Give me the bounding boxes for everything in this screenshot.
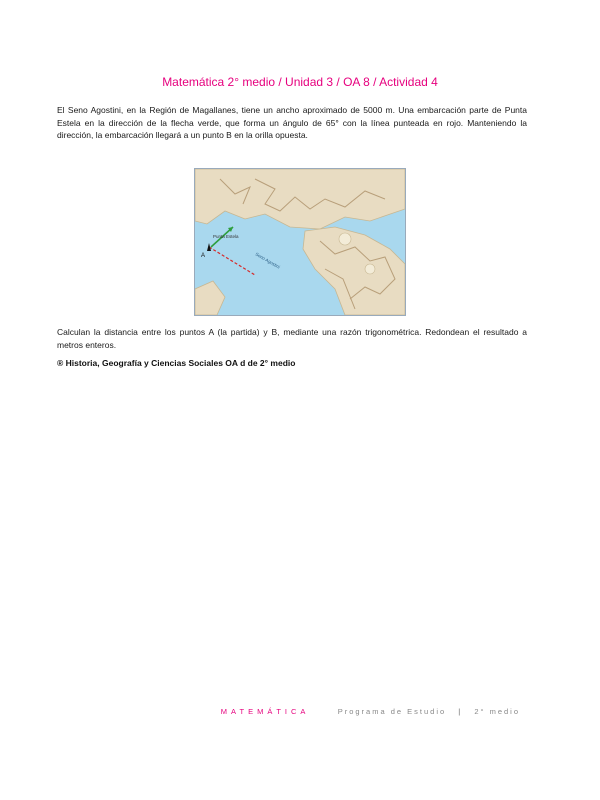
footer-subject: MATEMÁTICA bbox=[220, 707, 310, 716]
task-statement: Calculan la distancia entre los puntos A (la partida) y B, mediante una razón trigonométrica. Redondean el resultado a metros enteros. bbox=[57, 327, 527, 350]
cross-curricular-note: ® Historia, Geografía y Ciencias Sociales OA d de 2° medio bbox=[57, 358, 296, 368]
problem-statement: El Seno Agostini, en la Región de Magallanes, tiene un ancho aproximado de 5000 m. Una embarcación parte de Punta Estela en la dirección de la flecha verde, que forma un ángulo de 65° con la línea punteada en rojo. Manteniendo la dirección, la embarcación llegará a un punto B en la orilla opuesta. bbox=[57, 105, 527, 140]
footer-program: Programa de Estudio bbox=[337, 707, 447, 716]
footer-spacer bbox=[322, 707, 326, 716]
peak-marker-2 bbox=[365, 264, 375, 274]
seno-agostini-label: Seno Agostini bbox=[254, 251, 281, 270]
peak-marker bbox=[339, 233, 351, 245]
map-figure bbox=[194, 168, 406, 316]
point-a-label: A bbox=[201, 253, 206, 259]
punta-estela-label: Punta Estela bbox=[213, 234, 239, 239]
footer-separator: | bbox=[458, 707, 463, 716]
page-title: Matemática 2° medio / Unidad 3 / OA 8 / Actividad 4 bbox=[162, 75, 438, 89]
map-illustration bbox=[195, 169, 405, 315]
page-footer bbox=[221, 707, 520, 716]
footer-grade: 2° medio bbox=[474, 707, 520, 716]
